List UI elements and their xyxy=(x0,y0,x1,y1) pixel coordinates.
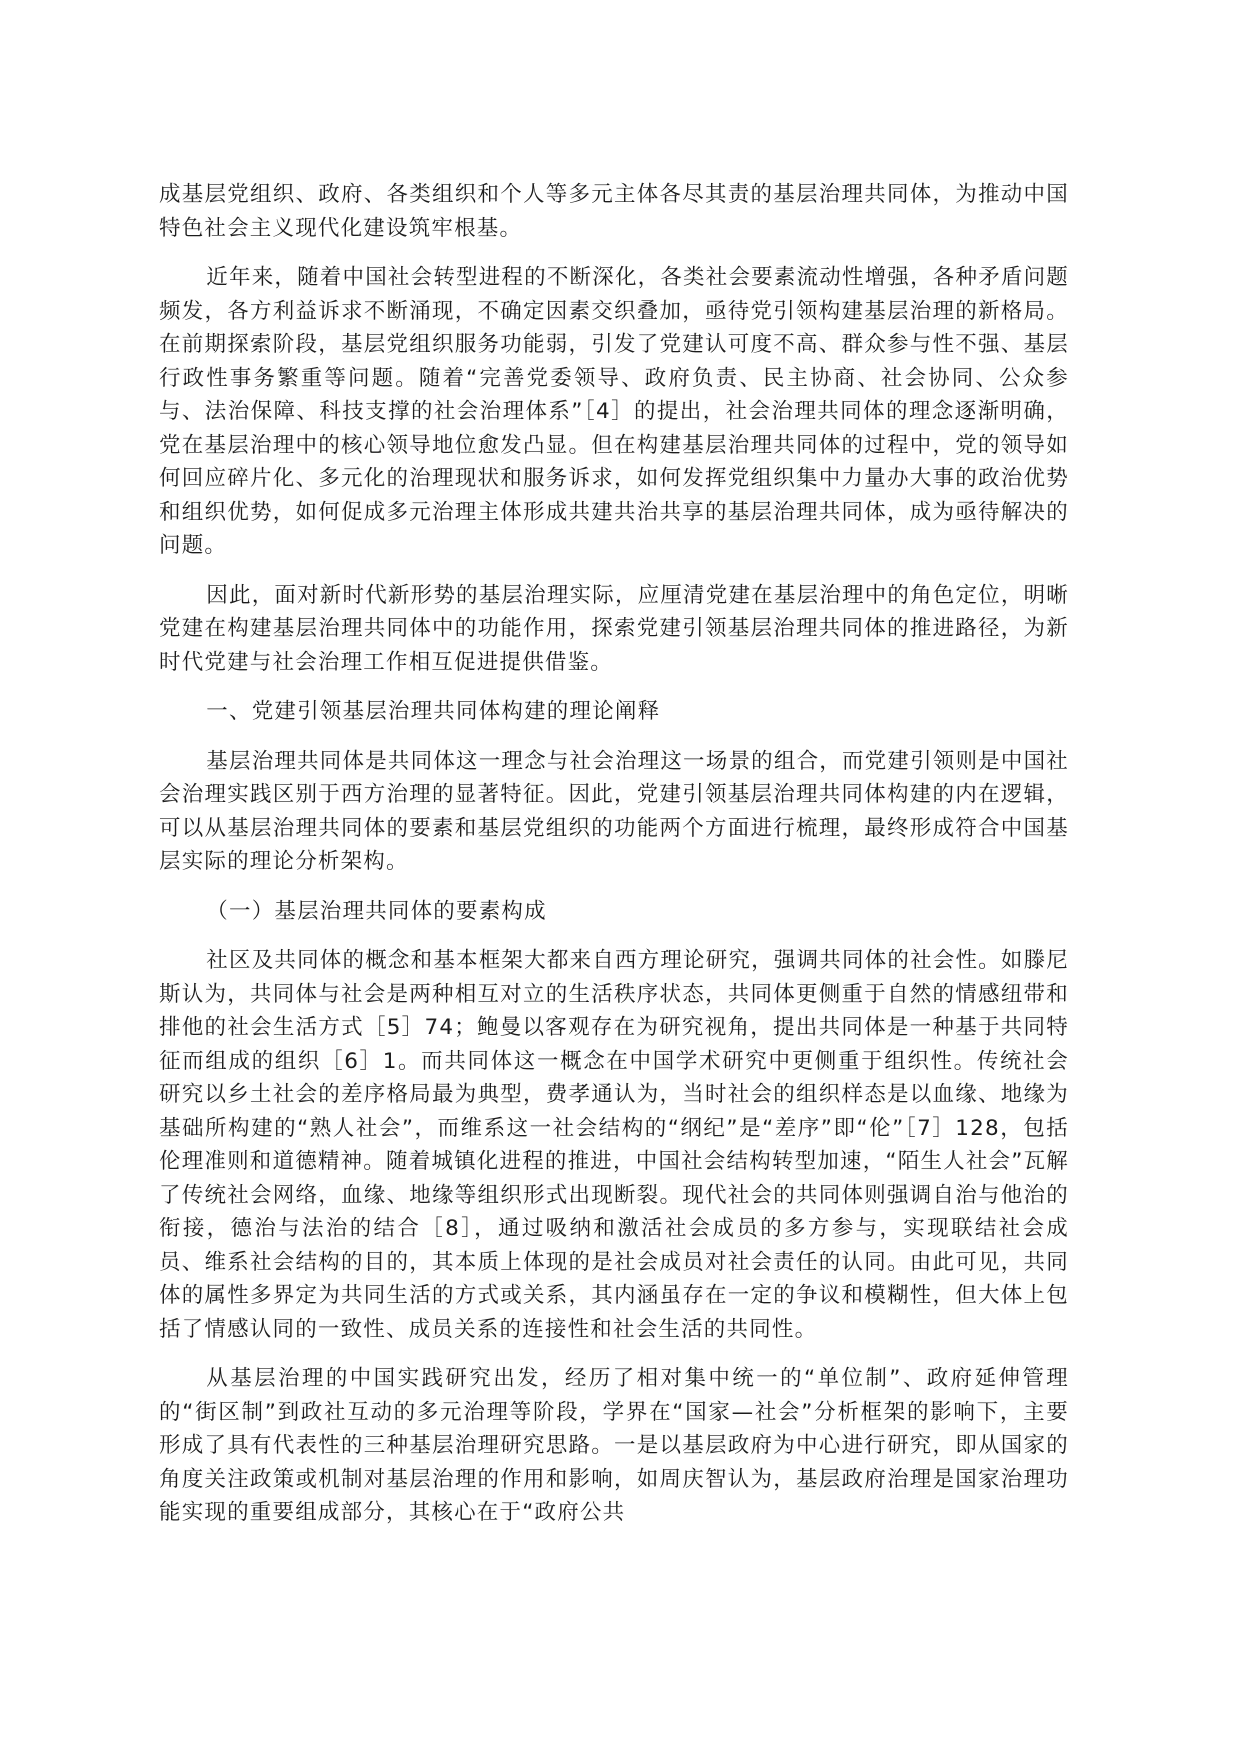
paragraph-continuation: 成基层党组织、政府、各类组织和个人等多元主体各尽其责的基层治理共同体，为推动中国特色社会主义现代化建设筑牢根基。 xyxy=(159,182,1069,241)
paragraph-community-concept: 社区及共同体的概念和基本框架大都来自西方理论研究，强调共同体的社会性。如滕尼斯认为，共同体与社会是两种相互对立的生活秩序状态，共同体更侧重于自然的情感纽带和排他的社会生活方式［5］74；鲍曼以客观存在为研究视角，提出共同体是一种基于共同特征而组成的组织［6］1。而共同体这一概念在中国学术研究中更侧重于组织性。传统社会研究以乡土社会的差序格局最为典型，费孝通认为，当时社会的组织样态是以血缘、地缘为基础所构建的“熟人社会”，而维系这一社会结构的“纲纪”是“差序”即“伦”［7］128，包括伦理准则和道德精神。随着城镇化进程的推进，中国社会结构转型加速，“陌生人社会”瓦解了传统社会网络，血缘、地缘等组织形式出现断裂。现代社会的共同体则强调自治与他治的衔接，德治与法治的结合［8］，通过吸纳和激活社会成员的多方参与，实现联结社会成员、维系社会结构的目的，其本质上体现的是社会成员对社会责任的认同。由此可见，共同体的属性多界定为共同生活的方式或关系，其内涵虽存在一定的争议和模糊性，但大体上包括了情感认同的一致性、成员关系的连接性和社会生活的共同性。 xyxy=(159,948,1069,1342)
paragraph-governance-research: 从基层治理的中国实践研究出发，经历了相对集中统一的“单位制”、政府延伸管理的“街区制”到政社互动的多元治理等阶段，学界在“国家—社会”分析框架的影响下，主要形成了具有代表性的三种基层治理研究思路。一是以基层政府为中心进行研究，即从国家的角度关注政策或机制对基层治理的作用和影响，如周庆智认为，基层政府治理是国家治理功能实现的重要组成部分，其核心在于“政府公共 xyxy=(159,1366,1069,1525)
paragraph-purpose: 因此，面对新时代新形势的基层治理实际，应厘清党建在基层治理中的角色定位，明晰党建在构建基层治理共同体中的功能作用，探索党建引领基层治理共同体的推进路径，为新时代党建与社会治理工作相互促进提供借鉴。 xyxy=(159,582,1069,675)
paragraph-section-intro: 基层治理共同体是共同体这一理念与社会治理这一场景的组合，而党建引领则是中国社会治理实践区别于西方治理的显著特征。因此，党建引领基层治理共同体构建的内在逻辑，可以从基层治理共同体的要素和基层党组织的功能两个方面进行梳理，最终形成符合中国基层实际的理论分析架构。 xyxy=(159,748,1069,874)
section-heading-1: 一、党建引领基层治理共同体构建的理论阐释 xyxy=(206,699,661,724)
paragraph-background: 近年来，随着中国社会转型进程的不断深化，各类社会要素流动性增强，各种矛盾问题频发，各方利益诉求不断涌现，不确定因素交织叠加，亟待党引领构建基层治理的新格局。在前期探索阶段，基层党组织服务功能弱，引发了党建认可度不高、群众参与性不强、基层行政性事务繁重等问题。随着“完善党委领导、政府负责、民主协商、社会协同、公众参与、法治保障、科技支撑的社会治理体系”［4］的提出，社会治理共同体的理念逐渐明确，党在基层治理中的核心领导地位愈发凸显。但在构建基层治理共同体的过程中，党的领导如何回应碎片化、多元化的治理现状和服务诉求，如何发挥党组织集中力量办大事的政治优势和组织优势，如何促成多元治理主体形成共建共治共享的基层治理共同体，成为亟待解决的问题。 xyxy=(159,265,1069,558)
article-body xyxy=(159,178,1069,1546)
subsection-heading-1: （一）基层治理共同体的要素构成 xyxy=(206,898,547,924)
